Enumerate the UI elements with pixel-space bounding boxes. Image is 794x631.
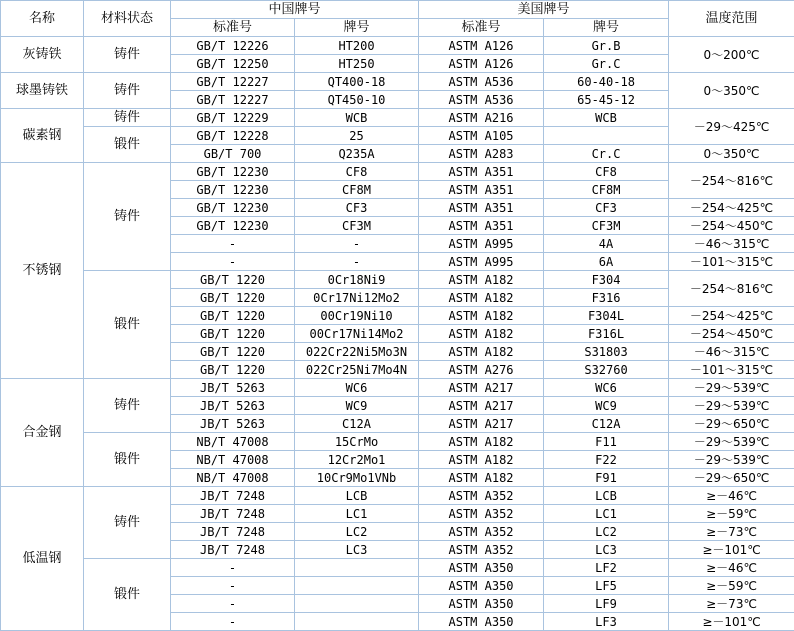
us-standard-cell: ASTM A182 [419,289,544,307]
us-grade-cell: F91 [544,469,669,487]
table-row [1,559,794,577]
us-grade-cell: CF8 [544,163,669,181]
us-grade-cell: F316 [544,289,669,307]
us-standard-cell: ASTM A105 [419,127,544,145]
cn-grade-cell: LC2 [295,523,419,541]
table-row [1,271,794,289]
us-standard-cell: ASTM A182 [419,307,544,325]
material-state-cell: 铸件 [84,109,171,127]
us-standard-cell: ASTM A182 [419,343,544,361]
cn-grade-cell: WC9 [295,397,419,415]
us-standard-cell: ASTM A352 [419,505,544,523]
material-state-cell: 铸件 [84,487,171,559]
us-standard-cell: ASTM A995 [419,235,544,253]
material-state-cell: 铸件 [84,73,171,109]
cn-grade-cell: CF3M [295,217,419,235]
cn-grade-cell: 0Cr17Ni12Mo2 [295,289,419,307]
material-name-cell: 低温钢 [1,487,84,631]
cn-grade-cell: Q235A [295,145,419,163]
cn-grade-cell: HT250 [295,55,419,73]
us-grade-cell: F304L [544,307,669,325]
cn-grade-cell: LC1 [295,505,419,523]
header-us-brand: 牌号 [544,19,669,37]
cn-standard-cell: GB/T 12227 [171,73,295,91]
us-standard-cell: ASTM A182 [419,271,544,289]
cn-standard-cell: JB/T 5263 [171,397,295,415]
temp-range-cell: ≥－46℃ [669,487,794,505]
cn-standard-cell: GB/T 12227 [171,91,295,109]
cn-grade-cell: CF8 [295,163,419,181]
cn-grade-cell: 00Cr19Ni10 [295,307,419,325]
cn-grade-cell: 00Cr17Ni14Mo2 [295,325,419,343]
us-standard-cell: ASTM A352 [419,541,544,559]
us-grade-cell: CF8M [544,181,669,199]
temp-range-cell: －29～425℃ [669,109,794,145]
us-grade-cell: 60-40-18 [544,73,669,91]
cn-standard-cell: - [171,235,295,253]
cn-grade-cell: LCB [295,487,419,505]
temp-range-cell: －29～539℃ [669,433,794,451]
temp-range-cell: －29～539℃ [669,379,794,397]
material-state-cell: 铸件 [84,379,171,433]
header-temp-range: 温度范围 [669,1,794,37]
header-cn-grade: 中国牌号 [171,1,419,19]
material-name-cell: 灰铸铁 [1,37,84,73]
cn-standard-cell: GB/T 12230 [171,199,295,217]
us-grade-cell: WCB [544,109,669,127]
cn-grade-cell: 022Cr22Ni5Mo3N [295,343,419,361]
us-grade-cell: F22 [544,451,669,469]
cn-grade-cell: QT400-18 [295,73,419,91]
table-row [1,37,794,55]
cn-grade-cell: - [295,253,419,271]
cn-standard-cell: - [171,613,295,631]
us-standard-cell: ASTM A182 [419,433,544,451]
us-standard-cell: ASTM A126 [419,37,544,55]
cn-standard-cell: JB/T 5263 [171,415,295,433]
material-state-cell: 锻件 [84,559,171,631]
temp-range-cell: 0～350℃ [669,145,794,163]
us-standard-cell: ASTM A351 [419,181,544,199]
temp-range-cell: ≥－73℃ [669,595,794,613]
us-standard-cell: ASTM A536 [419,73,544,91]
cn-standard-cell: GB/T 1220 [171,289,295,307]
temp-range-cell: －254～816℃ [669,271,794,307]
us-standard-cell: ASTM A536 [419,91,544,109]
temp-range-cell: －29～539℃ [669,451,794,469]
table-row [1,379,794,397]
header-us-standard: 标准号 [419,19,544,37]
cn-standard-cell: - [171,595,295,613]
cn-grade-cell: 0Cr18Ni9 [295,271,419,289]
cn-standard-cell: - [171,559,295,577]
us-grade-cell [544,127,669,145]
temp-range-cell: ≥－46℃ [669,559,794,577]
us-grade-cell: Gr.C [544,55,669,73]
us-standard-cell: ASTM A350 [419,559,544,577]
temp-range-cell: －254～425℃ [669,307,794,325]
cn-grade-cell: 022Cr25Ni7Mo4N [295,361,419,379]
us-grade-cell: LF3 [544,613,669,631]
cn-standard-cell: GB/T 12230 [171,217,295,235]
cn-standard-cell: - [171,577,295,595]
table-row [1,73,794,91]
us-grade-cell: CF3M [544,217,669,235]
us-grade-cell: LF5 [544,577,669,595]
temp-range-cell: －101～315℃ [669,361,794,379]
cn-standard-cell: GB/T 12228 [171,127,295,145]
cn-grade-cell: 10Cr9Mo1VNb [295,469,419,487]
material-state-cell: 铸件 [84,37,171,73]
us-grade-cell: S32760 [544,361,669,379]
cn-grade-cell: QT450-10 [295,91,419,109]
us-standard-cell: ASTM A352 [419,487,544,505]
us-standard-cell: ASTM A276 [419,361,544,379]
table-row [1,487,794,505]
us-standard-cell: ASTM A352 [419,523,544,541]
cn-standard-cell: GB/T 12230 [171,181,295,199]
table-row [1,433,794,451]
us-grade-cell: CF3 [544,199,669,217]
temp-range-cell: ≥－59℃ [669,505,794,523]
cn-grade-cell: CF8M [295,181,419,199]
us-standard-cell: ASTM A351 [419,163,544,181]
material-state-cell: 铸件 [84,163,171,271]
cn-standard-cell: NB/T 47008 [171,469,295,487]
cn-grade-cell: WCB [295,109,419,127]
temp-range-cell: －254～450℃ [669,217,794,235]
us-standard-cell: ASTM A182 [419,451,544,469]
header-cn-brand: 牌号 [295,19,419,37]
material-name-cell: 碳素钢 [1,109,84,163]
material-state-cell: 锻件 [84,127,171,163]
temp-range-cell: －29～650℃ [669,415,794,433]
us-grade-cell: S31803 [544,343,669,361]
cn-standard-cell: JB/T 7248 [171,523,295,541]
cn-grade-cell: C12A [295,415,419,433]
temp-range-cell: －254～450℃ [669,325,794,343]
header-us-grade: 美国牌号 [419,1,669,19]
us-standard-cell: ASTM A217 [419,415,544,433]
us-grade-cell: 65-45-12 [544,91,669,109]
us-standard-cell: ASTM A350 [419,577,544,595]
cn-standard-cell: NB/T 47008 [171,451,295,469]
us-grade-cell: Cr.C [544,145,669,163]
temp-range-cell: －254～425℃ [669,199,794,217]
table-row [1,109,794,127]
us-standard-cell: ASTM A350 [419,613,544,631]
cn-standard-cell: JB/T 7248 [171,541,295,559]
temp-range-cell: －101～315℃ [669,253,794,271]
temp-range-cell: －29～650℃ [669,469,794,487]
cn-grade-cell: 12Cr2Mo1 [295,451,419,469]
cn-grade-cell: HT200 [295,37,419,55]
temp-range-cell: 0～200℃ [669,37,794,73]
us-grade-cell: F11 [544,433,669,451]
cn-standard-cell: GB/T 1220 [171,361,295,379]
temp-range-cell: －46～315℃ [669,235,794,253]
cn-standard-cell: JB/T 7248 [171,505,295,523]
us-standard-cell: ASTM A283 [419,145,544,163]
us-grade-cell: F316L [544,325,669,343]
cn-grade-cell: CF3 [295,199,419,217]
us-grade-cell: LF2 [544,559,669,577]
us-standard-cell: ASTM A217 [419,379,544,397]
us-grade-cell: 6A [544,253,669,271]
us-standard-cell: ASTM A350 [419,595,544,613]
cn-grade-cell: 15CrMo [295,433,419,451]
material-state-cell: 锻件 [84,271,171,379]
cn-standard-cell: GB/T 12250 [171,55,295,73]
cn-standard-cell: GB/T 1220 [171,271,295,289]
cn-standard-cell: GB/T 700 [171,145,295,163]
cn-standard-cell: GB/T 1220 [171,307,295,325]
us-standard-cell: ASTM A351 [419,217,544,235]
us-standard-cell: ASTM A995 [419,253,544,271]
cn-grade-cell [295,577,419,595]
us-grade-cell: LF9 [544,595,669,613]
us-standard-cell: ASTM A126 [419,55,544,73]
us-grade-cell: LC1 [544,505,669,523]
material-name-cell: 不锈钢 [1,163,84,379]
table-body [1,37,794,631]
us-grade-cell: LC2 [544,523,669,541]
table-row [1,163,794,181]
temp-range-cell: 0～350℃ [669,73,794,109]
cn-standard-cell: GB/T 1220 [171,343,295,361]
cn-standard-cell: GB/T 12230 [171,163,295,181]
material-name-cell: 合金钢 [1,379,84,487]
us-grade-cell: F304 [544,271,669,289]
material-state-cell: 锻件 [84,433,171,487]
header-material-state: 材料状态 [84,1,171,37]
us-grade-cell: WC9 [544,397,669,415]
cn-grade-cell: - [295,235,419,253]
us-grade-cell: WC6 [544,379,669,397]
temp-range-cell: －254～816℃ [669,163,794,199]
us-grade-cell: C12A [544,415,669,433]
cn-grade-cell [295,559,419,577]
us-grade-cell: Gr.B [544,37,669,55]
us-grade-cell: LC3 [544,541,669,559]
cn-standard-cell: GB/T 12229 [171,109,295,127]
material-name-cell: 球墨铸铁 [1,73,84,109]
cn-grade-cell: 25 [295,127,419,145]
cn-grade-cell: LC3 [295,541,419,559]
temp-range-cell: ≥－101℃ [669,541,794,559]
cn-standard-cell: GB/T 1220 [171,325,295,343]
header-cn-standard: 标准号 [171,19,295,37]
us-standard-cell: ASTM A182 [419,469,544,487]
temp-range-cell: －46～315℃ [669,343,794,361]
cn-standard-cell: - [171,253,295,271]
cn-grade-cell [295,613,419,631]
temp-range-cell: ≥－73℃ [669,523,794,541]
cn-grade-cell [295,595,419,613]
temp-range-cell: ≥－59℃ [669,577,794,595]
cn-standard-cell: NB/T 47008 [171,433,295,451]
cn-standard-cell: JB/T 7248 [171,487,295,505]
us-standard-cell: ASTM A217 [419,397,544,415]
cn-grade-cell: WC6 [295,379,419,397]
temp-range-cell: ≥－101℃ [669,613,794,631]
header-name: 名称 [1,1,84,37]
us-standard-cell: ASTM A351 [419,199,544,217]
cn-standard-cell: GB/T 12226 [171,37,295,55]
temp-range-cell: －29～539℃ [669,397,794,415]
us-standard-cell: ASTM A216 [419,109,544,127]
us-grade-cell: LCB [544,487,669,505]
cn-standard-cell: JB/T 5263 [171,379,295,397]
us-standard-cell: ASTM A182 [419,325,544,343]
us-grade-cell: 4A [544,235,669,253]
